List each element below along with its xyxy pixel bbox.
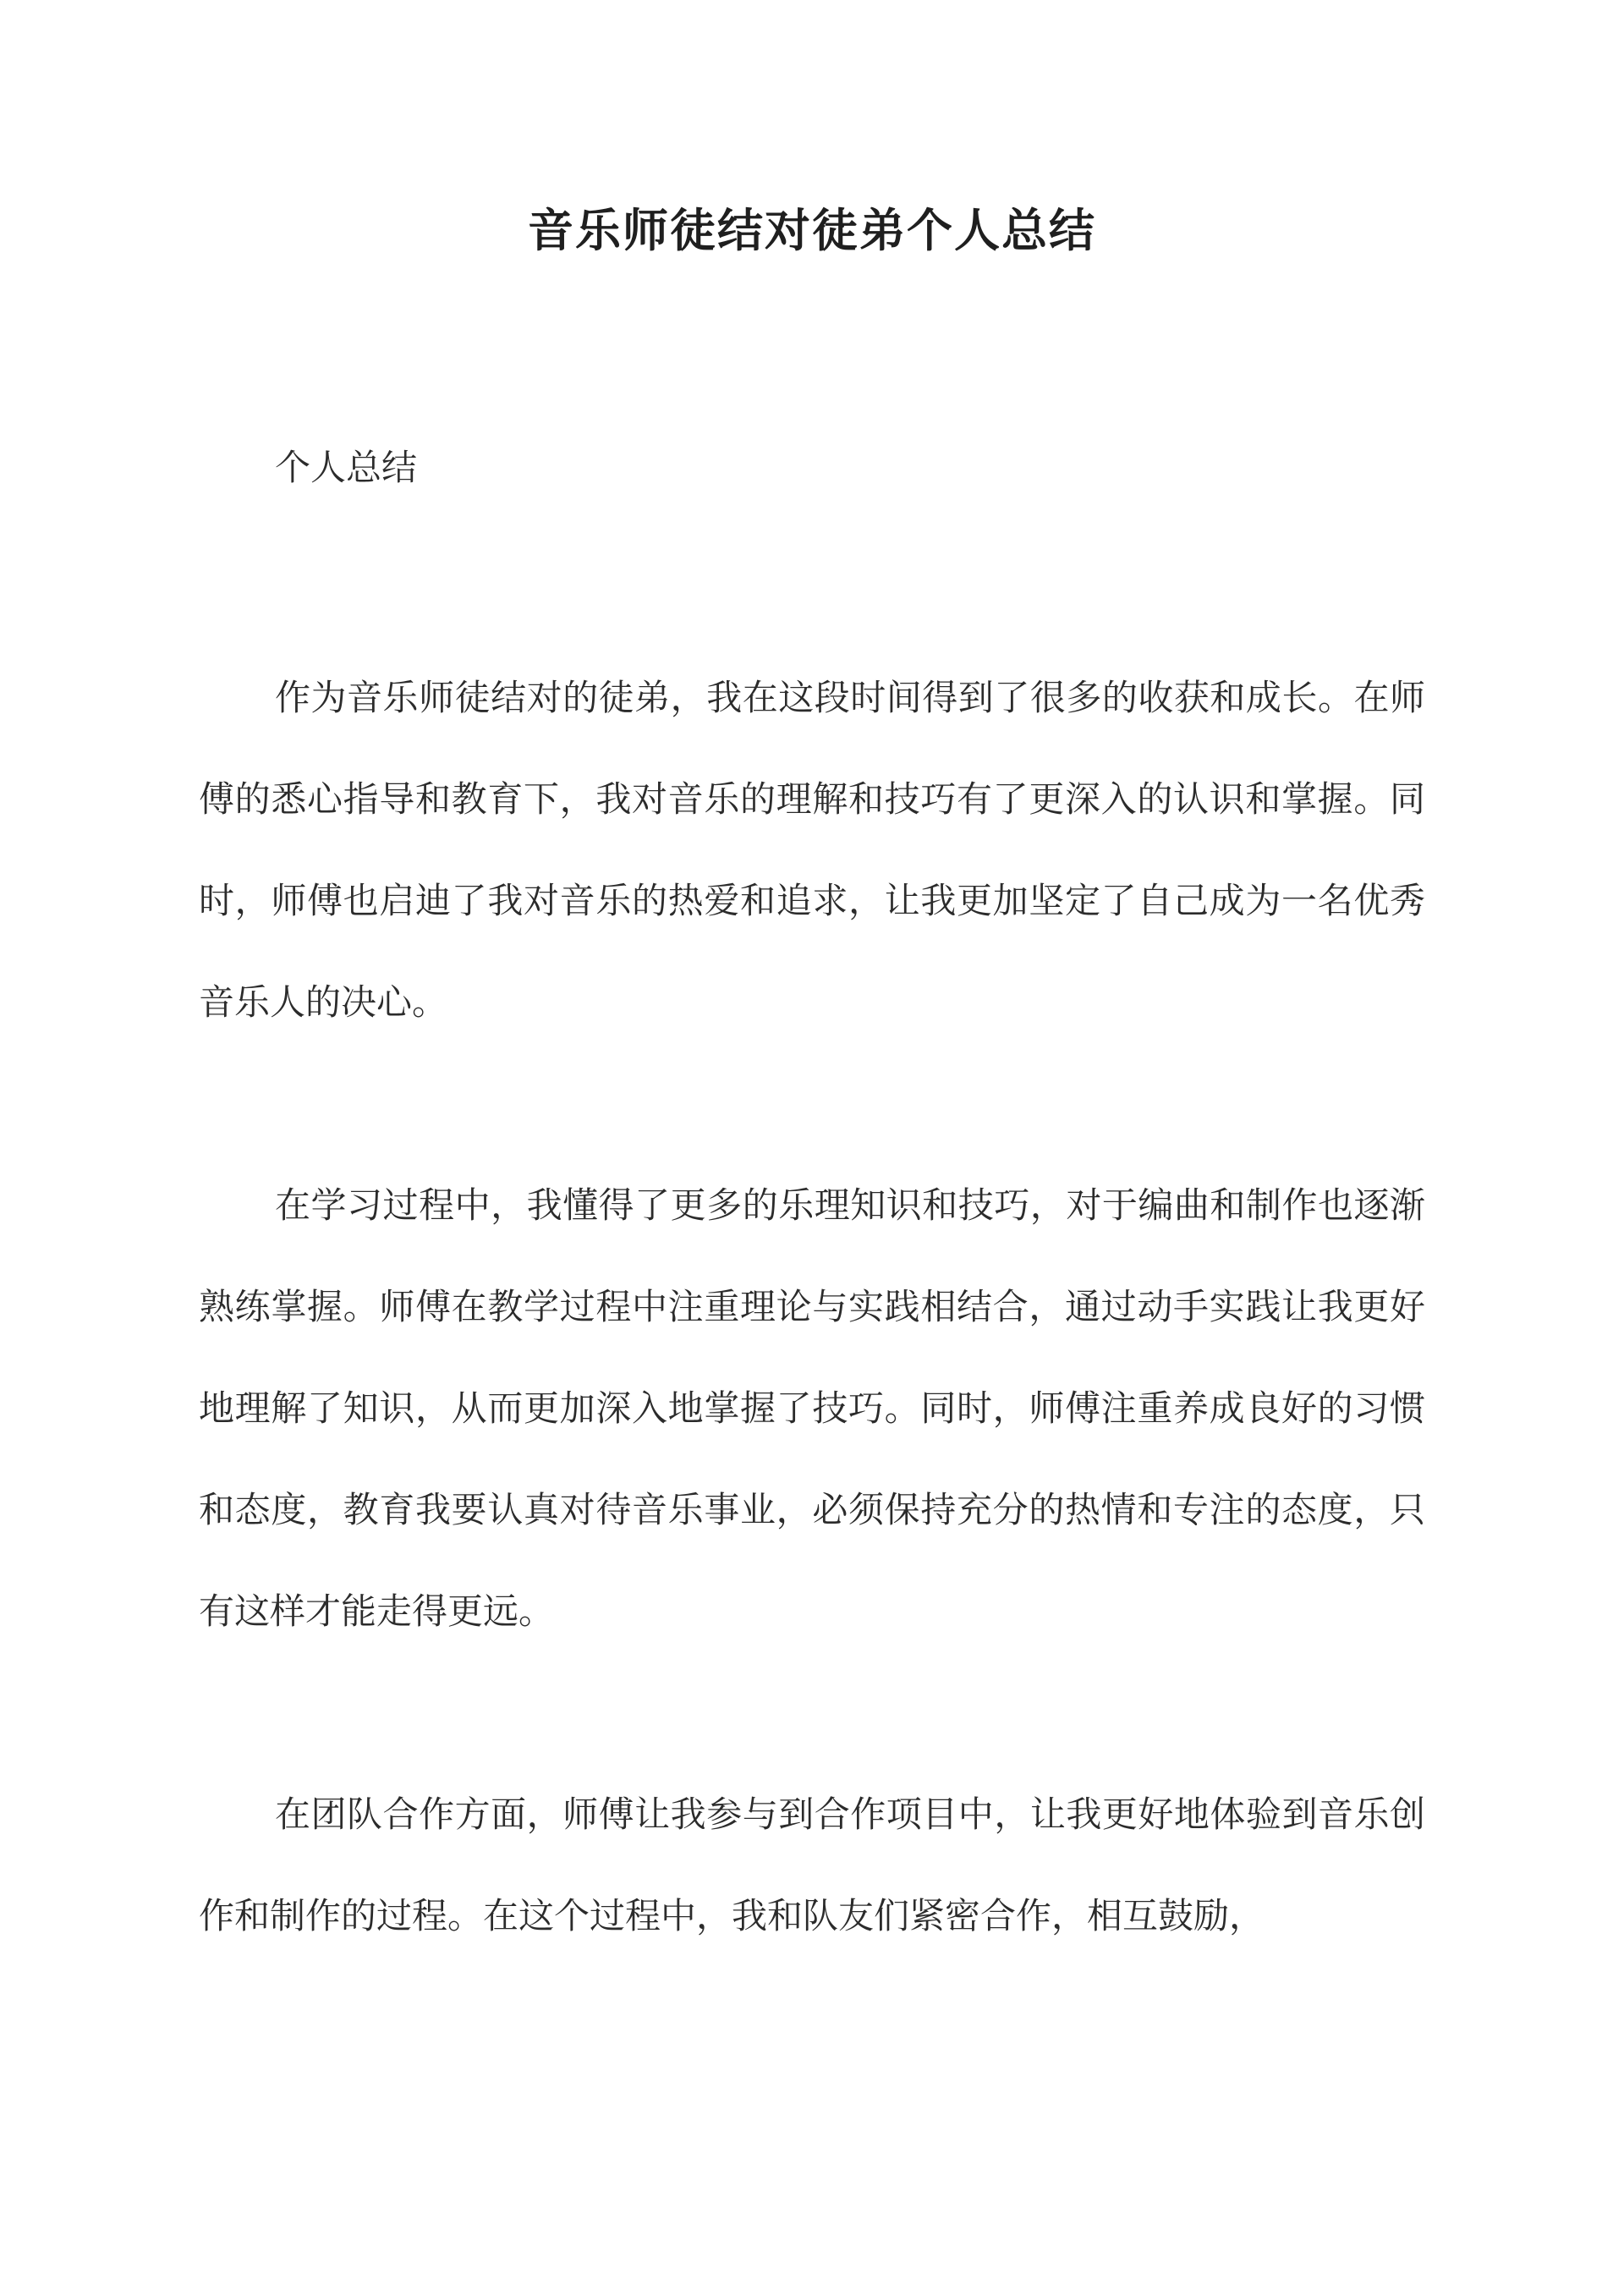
section-heading: 个人总结 — [275, 447, 418, 488]
paragraph: 作为音乐师徒结对的徒弟，我在这段时间得到了很多的收获和成长。在师傅的悉心指导和教育下，我对音乐的理解和技巧有了更深入的认识和掌握。同时，师傅也启迪了我对音乐的热爱和追求，让我更加坚定了自己成为一名优秀音乐人的决心。 — [199, 677, 1425, 1023]
paragraph: 在学习过程中，我懂得了更多的乐理知识和技巧，对于编曲和制作也逐渐熟练掌握。师傅在教学过程中注重理论与实践相结合，通过动手实践让我更好地理解了知识，从而更加深入地掌握了技巧。同时，师傅注重养成良好的习惯和态度，教育我要认真对待音乐事业，必须保持充分的热情和专注的态度，只有这样才能走得更远。 — [199, 1184, 1425, 1632]
paragraph: 在团队合作方面，师傅让我参与到合作项目中，让我更好地体验到音乐创作和制作的过程。在这个过程中，我和队友们紧密合作，相互鼓励， — [199, 1793, 1425, 1936]
document-title: 音乐师徒结对徒弟个人总结 — [528, 203, 1096, 257]
